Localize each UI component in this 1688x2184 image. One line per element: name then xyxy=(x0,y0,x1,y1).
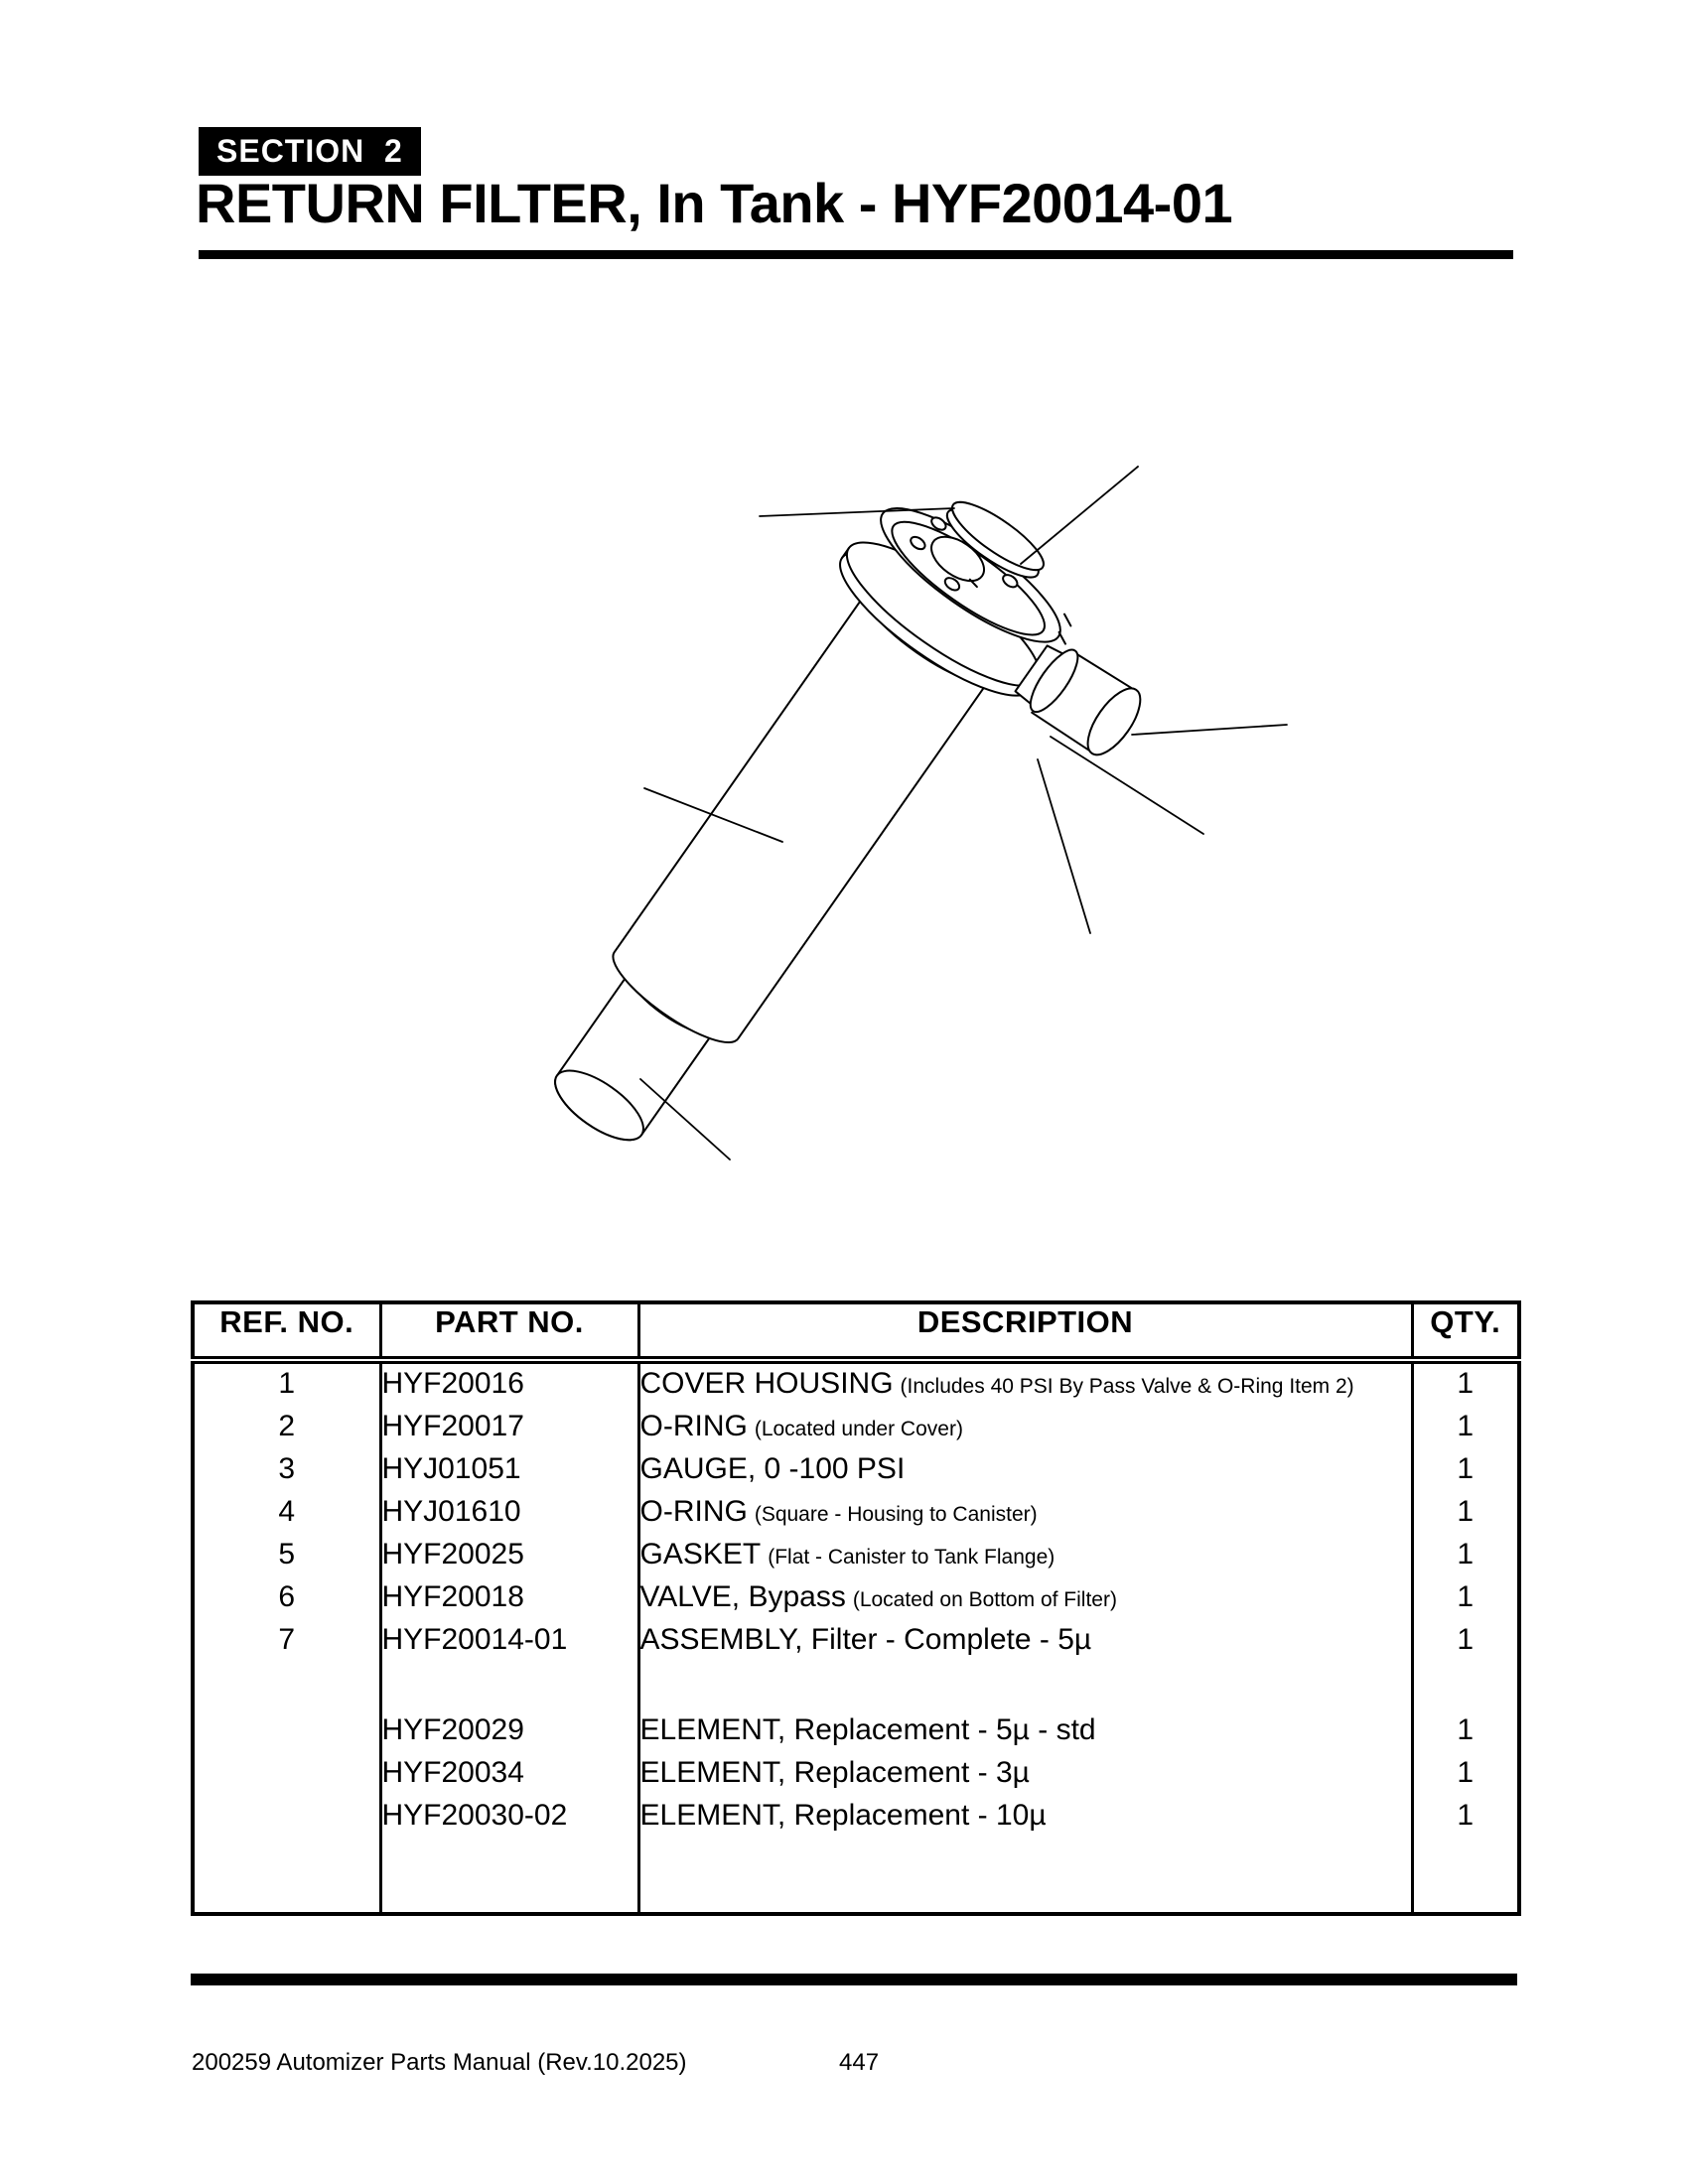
qty-value: 1 xyxy=(1457,1410,1475,1442)
title-rule xyxy=(199,250,1513,259)
table-row xyxy=(193,1753,1519,1796)
qty-cell xyxy=(1412,1577,1519,1620)
header-part-no: PART NO. xyxy=(380,1302,638,1360)
ref-no-cell xyxy=(193,1796,380,1839)
description-cell xyxy=(638,1839,1412,1914)
description-cell xyxy=(638,1360,1412,1407)
qty-value: 1 xyxy=(1457,1452,1475,1485)
qty-cell xyxy=(1412,1663,1519,1710)
table-header-row xyxy=(193,1302,1519,1360)
description-note: (Includes 40 PSI By Pass Valve & O-Ring Item 2) xyxy=(900,1375,1354,1398)
qty-cell xyxy=(1412,1407,1519,1449)
table-row xyxy=(193,1577,1519,1620)
part-no: HYJ01610 xyxy=(381,1495,521,1528)
ref-no-cell xyxy=(193,1449,380,1492)
description-text: GASKET xyxy=(639,1538,762,1570)
description-cell xyxy=(638,1449,1412,1492)
description-cell xyxy=(638,1577,1412,1620)
description-text: ELEMENT, Replacement - 10µ xyxy=(639,1799,1047,1832)
part-no-cell xyxy=(380,1535,638,1577)
part-no-cell xyxy=(380,1796,638,1839)
table-row xyxy=(193,1449,1519,1492)
qty-value: 1 xyxy=(1457,1756,1475,1789)
table-row xyxy=(193,1710,1519,1753)
description-text: ASSEMBLY, Filter - Complete - 5µ xyxy=(639,1623,1092,1656)
description-cell xyxy=(638,1535,1412,1577)
qty-value: 1 xyxy=(1457,1580,1475,1613)
qty-cell xyxy=(1412,1535,1519,1577)
part-no: HYF20014-01 xyxy=(381,1623,568,1656)
description-text: ELEMENT, Replacement - 5µ - std xyxy=(639,1713,1096,1746)
part-no-cell xyxy=(380,1492,638,1535)
ref-no-cell xyxy=(193,1839,380,1914)
part-no: HYF20029 xyxy=(381,1713,524,1746)
qty-cell xyxy=(1412,1839,1519,1914)
qty-cell xyxy=(1412,1492,1519,1535)
description-cell xyxy=(638,1753,1412,1796)
ref-no-cell xyxy=(193,1577,380,1620)
part-no-cell xyxy=(380,1663,638,1710)
section-badge-label: SECTION 2 xyxy=(216,133,403,169)
footer-doc-info: 200259 Automizer Parts Manual (Rev.10.2025) xyxy=(192,2049,687,2076)
part-no: HYF20034 xyxy=(381,1756,524,1789)
part-no: HYF20016 xyxy=(381,1367,524,1400)
part-no-cell xyxy=(380,1360,638,1407)
leader-square-oring xyxy=(1051,737,1203,834)
description-cell xyxy=(638,1710,1412,1753)
part-no-cell xyxy=(380,1620,638,1663)
qty-cell xyxy=(1412,1449,1519,1492)
ref-no: 5 xyxy=(278,1538,296,1570)
leader-gauge xyxy=(1132,725,1287,735)
table-spacer-row xyxy=(193,1663,1519,1710)
part-no-cell xyxy=(380,1839,638,1914)
qty-value: 1 xyxy=(1457,1623,1475,1656)
parts-table-body xyxy=(193,1360,1519,1914)
description-cell xyxy=(638,1663,1412,1710)
qty-value: 1 xyxy=(1457,1538,1475,1570)
table-row xyxy=(193,1492,1519,1535)
ref-no-cell xyxy=(193,1535,380,1577)
description-text: COVER HOUSING xyxy=(639,1367,894,1400)
qty-cell xyxy=(1412,1710,1519,1753)
ref-no: 7 xyxy=(278,1623,296,1656)
part-no: HYJ01051 xyxy=(381,1452,521,1485)
filter-body-group xyxy=(536,457,1186,1201)
qty-value: 1 xyxy=(1457,1367,1475,1400)
part-no: HYF20018 xyxy=(381,1580,524,1613)
ref-no-cell xyxy=(193,1710,380,1753)
qty-value: 1 xyxy=(1457,1495,1475,1528)
part-no: HYF20025 xyxy=(381,1538,524,1570)
ref-no-cell xyxy=(193,1492,380,1535)
part-no-cell xyxy=(380,1449,638,1492)
table-row xyxy=(193,1796,1519,1839)
page-title: RETURN FILTER, In Tank - HYF20014-01 xyxy=(196,172,1233,234)
description-cell xyxy=(638,1492,1412,1535)
qty-value: 1 xyxy=(1457,1799,1475,1832)
ref-no: 1 xyxy=(278,1367,296,1400)
gauge-face xyxy=(1078,680,1151,762)
description-note: (Located under Cover) xyxy=(754,1418,963,1440)
description-note: (Square - Housing to Canister) xyxy=(754,1503,1038,1526)
ref-no-cell xyxy=(193,1663,380,1710)
part-no-cell xyxy=(380,1710,638,1753)
description-note: (Located on Bottom of Filter) xyxy=(852,1588,1117,1611)
ref-no: 6 xyxy=(278,1580,296,1613)
qty-cell xyxy=(1412,1753,1519,1796)
ref-no: 3 xyxy=(278,1452,296,1485)
part-no-cell xyxy=(380,1577,638,1620)
leader-oring-top xyxy=(1021,467,1138,564)
bottom-rule xyxy=(191,1974,1517,1985)
leader-bypass-valve xyxy=(640,1079,730,1160)
table-row xyxy=(193,1407,1519,1449)
leader-gasket xyxy=(1038,759,1090,933)
description-cell xyxy=(638,1620,1412,1663)
ref-no: 4 xyxy=(278,1495,296,1528)
footer-page-number: 447 xyxy=(839,2049,880,2076)
header-qty: QTY. xyxy=(1412,1302,1519,1360)
qty-cell xyxy=(1412,1796,1519,1839)
qty-cell xyxy=(1412,1360,1519,1407)
part-no-cell xyxy=(380,1407,638,1449)
parts-table xyxy=(191,1300,1521,1916)
description-note: (Flat - Canister to Tank Flange) xyxy=(768,1546,1055,1569)
part-no-cell xyxy=(380,1753,638,1796)
section-badge xyxy=(199,127,421,176)
part-no: HYF20017 xyxy=(381,1410,524,1442)
part-no: HYF20030-02 xyxy=(381,1799,568,1832)
description-text: ELEMENT, Replacement - 3µ xyxy=(639,1756,1030,1789)
table-filler-row xyxy=(193,1839,1519,1914)
description-text: VALVE, Bypass xyxy=(639,1580,846,1613)
description-text: O-RING xyxy=(639,1495,748,1528)
description-cell xyxy=(638,1796,1412,1839)
table-row xyxy=(193,1360,1519,1407)
description-text: GAUGE, 0 -100 PSI xyxy=(639,1452,906,1485)
table-row xyxy=(193,1535,1519,1577)
qty-cell xyxy=(1412,1620,1519,1663)
header-ref-no: REF. NO. xyxy=(193,1302,380,1360)
description-cell xyxy=(638,1407,1412,1449)
ref-no-cell xyxy=(193,1407,380,1449)
ref-no: 2 xyxy=(278,1410,296,1442)
ref-no-cell xyxy=(193,1753,380,1796)
table-row xyxy=(193,1620,1519,1663)
filter-assembly-diagram xyxy=(536,417,1331,1201)
ref-no-cell xyxy=(193,1360,380,1407)
header-description: DESCRIPTION xyxy=(638,1302,1412,1360)
ref-no-cell xyxy=(193,1620,380,1663)
description-text: O-RING xyxy=(639,1410,748,1442)
qty-value: 1 xyxy=(1457,1713,1475,1746)
